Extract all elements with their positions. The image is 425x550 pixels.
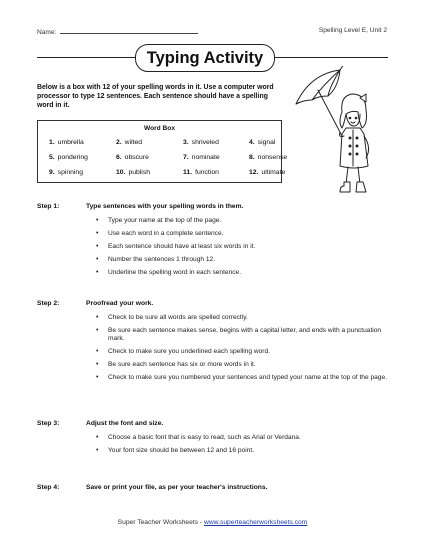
name-label: Name: (37, 29, 57, 36)
list-item: • Type your name at the top of the page. (94, 217, 394, 226)
word-item: 10. publish (116, 169, 150, 176)
list-item: • Your font size should be between 12 and 16 point. (94, 447, 394, 456)
list-item: • Underline the spelling word in each sentence. (94, 269, 394, 278)
word-item: 5. pondering (49, 154, 88, 161)
list-item: • Check to make sure you underlined each spelling word. (94, 348, 394, 357)
word-item: 1. umbrella (49, 139, 84, 146)
word-box-title: Word Box (143, 125, 175, 132)
word-item: 11. function (183, 169, 219, 176)
name-field (37, 27, 198, 36)
list-item: • Number the sentences 1 through 12. (94, 256, 394, 265)
step-1-title: Type sentences with your spelling words in them. (86, 203, 244, 210)
word-item: 12. ultimate (249, 169, 286, 176)
word-item: 4. signal (249, 139, 276, 146)
word-item: 6. obscure (116, 154, 149, 161)
list-item: • Each sentence should have at least six words in it. (94, 243, 394, 252)
intro-text: Below is a box with 12 of your spelling words in it. Use a computer word processor to type 12 sentences. Each sentence should have a spelling word in it. (37, 84, 274, 109)
footer (0, 519, 425, 526)
list-item: • Use each word in a complete sentence. (94, 230, 394, 239)
page-title: Typing Activity (135, 44, 275, 72)
word-item: 9. spinning (49, 169, 83, 176)
list-item: • Check to make sure you numbered your sentences and typed your name at the top of the page. (94, 374, 394, 383)
step-4-title: Save or print your file, as per your teacher's instructions. (86, 484, 268, 491)
word-item: 7. nominate (183, 154, 220, 161)
step-1-list (94, 217, 394, 281)
step-2-title: Proofread your work. (86, 300, 154, 307)
title-rule-right (275, 57, 388, 58)
footer-text: Super Teacher Worksheets - (117, 519, 205, 526)
footer-link[interactable]: www.superteacherworksheets.com (204, 519, 308, 526)
word-item: 8. nonsense (249, 154, 288, 161)
level-label: Spelling Level E, Unit 2 (318, 27, 387, 34)
title-rule-left (37, 57, 135, 58)
step-4-label: Step 4: (37, 484, 60, 491)
name-line (60, 27, 198, 34)
word-item: 3. shriveled (183, 139, 219, 146)
step-3-list (94, 434, 394, 460)
step-2-label: Step 2: (37, 300, 60, 307)
list-item: • Choose a basic font that is easy to read, such as Arial or Verdana. (94, 434, 394, 443)
step-1-label: Step 1: (37, 203, 60, 210)
list-item: • Be sure each sentence makes sense, begins with a capital letter, and ends with a punctuation mark. (94, 327, 394, 344)
list-item: • Check to be sure all words are spelled correctly. (94, 314, 394, 323)
step-3-title: Adjust the font and size. (86, 420, 164, 427)
word-box (37, 120, 288, 183)
word-item: 2. wilted (116, 139, 143, 146)
list-item: • Be sure each sentence has six or more words in it. (94, 361, 394, 370)
step-3-label: Step 3: (37, 420, 60, 427)
step-2-list (94, 314, 394, 387)
girl-with-umbrella-illustration (288, 66, 388, 200)
